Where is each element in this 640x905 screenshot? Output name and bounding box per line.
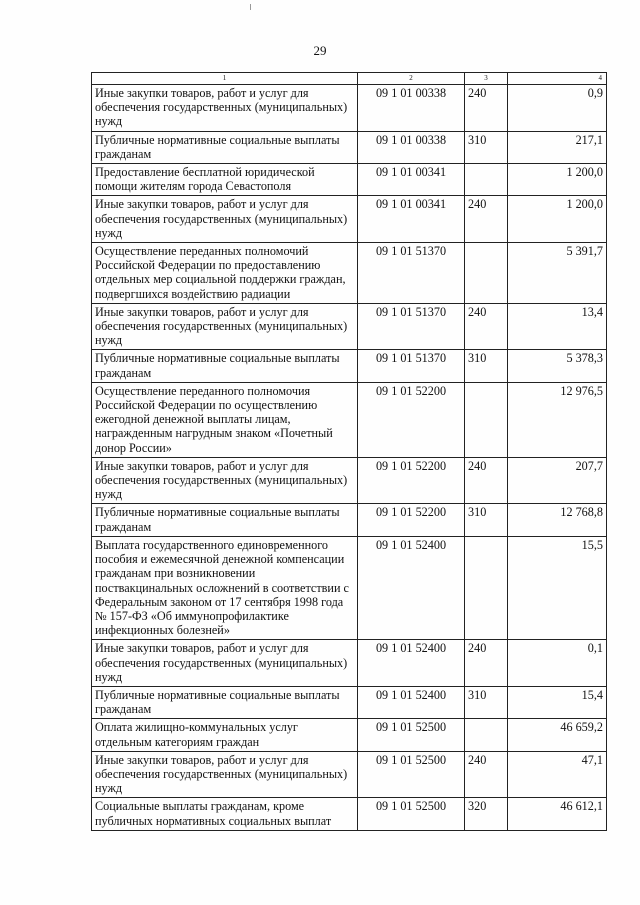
row-amount-cell: 217,1 [508, 131, 607, 163]
row-type-cell: 320 [465, 798, 508, 830]
row-type-cell [465, 243, 508, 304]
column-header-2: 2 [358, 73, 465, 85]
row-name-cell: Иные закупки товаров, работ и услуг для обеспечения государственных (муниципальных) нужд [92, 303, 358, 350]
row-code-cell: 09 1 01 51370 [358, 350, 465, 382]
table-row [92, 382, 607, 457]
row-type-cell: 240 [465, 751, 508, 798]
table-row [92, 686, 607, 718]
row-code-cell: 09 1 01 52500 [358, 719, 465, 751]
row-name-cell: Предоставление бесплатной юридической помощи жителям города Севастополя [92, 164, 358, 196]
row-name-cell: Оплата жилищно-коммунальных услуг отдельным категориям граждан [92, 719, 358, 751]
table-row [92, 457, 607, 504]
row-name-cell: Публичные нормативные социальные выплаты гражданам [92, 686, 358, 718]
header-row [92, 73, 607, 85]
row-code-cell: 09 1 01 51370 [358, 303, 465, 350]
row-type-cell [465, 382, 508, 457]
row-amount-cell: 0,9 [508, 85, 607, 132]
table-row [92, 640, 607, 687]
table-row [92, 350, 607, 382]
row-code-cell: 09 1 01 52500 [358, 751, 465, 798]
column-header-4: 4 [508, 73, 607, 85]
row-amount-cell: 15,4 [508, 686, 607, 718]
row-name-cell: Публичные нормативные социальные выплаты гражданам [92, 131, 358, 163]
table-header [92, 73, 607, 85]
page-number: 29 [313, 43, 327, 58]
table-row [92, 798, 607, 830]
scan-artifact-mark [250, 4, 251, 10]
row-amount-cell: 5 378,3 [508, 350, 607, 382]
row-name-cell: Публичные нормативные социальные выплаты гражданам [92, 504, 358, 536]
row-type-cell: 310 [465, 686, 508, 718]
row-type-cell [465, 164, 508, 196]
table-body [92, 85, 607, 831]
table-row [92, 751, 607, 798]
row-amount-cell: 13,4 [508, 303, 607, 350]
row-name-cell: Осуществление переданного полномочия Российской Федерации по осуществлению ежегодной денежной выплаты лицам, награжденным нагрудным знаком «Почетный донор России» [92, 382, 358, 457]
table-row [92, 196, 607, 243]
table-row [92, 504, 607, 536]
row-code-cell: 09 1 01 51370 [358, 243, 465, 304]
row-name-cell: Социальные выплаты гражданам, кроме публичных нормативных социальных выплат [92, 798, 358, 830]
row-code-cell: 09 1 01 52200 [358, 382, 465, 457]
row-code-cell: 09 1 01 00341 [358, 196, 465, 243]
row-code-cell: 09 1 01 52500 [358, 798, 465, 830]
table-row [92, 243, 607, 304]
row-code-cell: 09 1 01 00338 [358, 85, 465, 132]
row-code-cell: 09 1 01 52200 [358, 504, 465, 536]
row-name-cell: Осуществление переданных полномочий Российской Федерации по предоставлению отдельных мер социальной поддержки граждан, подвергшихся воздействию радиации [92, 243, 358, 304]
row-amount-cell: 15,5 [508, 536, 607, 639]
row-name-cell: Иные закупки товаров, работ и услуг для обеспечения государственных (муниципальных) нужд [92, 751, 358, 798]
row-type-cell: 310 [465, 131, 508, 163]
row-type-cell [465, 719, 508, 751]
table-row [92, 131, 607, 163]
row-code-cell: 09 1 01 52400 [358, 640, 465, 687]
column-header-1: 1 [92, 73, 358, 85]
row-amount-cell: 0,1 [508, 640, 607, 687]
row-name-cell: Иные закупки товаров, работ и услуг для обеспечения государственных (муниципальных) нужд [92, 85, 358, 132]
row-code-cell: 09 1 01 52200 [358, 457, 465, 504]
row-code-cell: 09 1 01 00341 [358, 164, 465, 196]
row-name-cell: Публичные нормативные социальные выплаты гражданам [92, 350, 358, 382]
row-amount-cell: 1 200,0 [508, 196, 607, 243]
table-row [92, 164, 607, 196]
row-amount-cell: 46 612,1 [508, 798, 607, 830]
row-code-cell: 09 1 01 52400 [358, 536, 465, 639]
row-type-cell: 240 [465, 640, 508, 687]
row-amount-cell: 46 659,2 [508, 719, 607, 751]
row-type-cell [465, 536, 508, 639]
table-row [92, 303, 607, 350]
row-code-cell: 09 1 01 52400 [358, 686, 465, 718]
row-code-cell: 09 1 01 00338 [358, 131, 465, 163]
column-header-3: 3 [465, 73, 508, 85]
row-amount-cell: 5 391,7 [508, 243, 607, 304]
row-type-cell: 240 [465, 303, 508, 350]
row-type-cell: 310 [465, 350, 508, 382]
row-amount-cell: 47,1 [508, 751, 607, 798]
table-row [92, 85, 607, 132]
table-row [92, 536, 607, 639]
row-name-cell: Выплата государственного единовременного пособия и ежемесячной денежной компенсации гражданам при возникновении поствакцинальных осложнений в соответствии с Федеральным законом от 17 сентября 1998 года № 157-ФЗ «Об иммунопрофилактике инфекционных болезней» [92, 536, 358, 639]
row-amount-cell: 12 768,8 [508, 504, 607, 536]
row-type-cell: 240 [465, 85, 508, 132]
row-amount-cell: 207,7 [508, 457, 607, 504]
row-name-cell: Иные закупки товаров, работ и услуг для обеспечения государственных (муниципальных) нужд [92, 196, 358, 243]
row-type-cell: 240 [465, 196, 508, 243]
row-type-cell: 240 [465, 457, 508, 504]
row-type-cell: 310 [465, 504, 508, 536]
row-name-cell: Иные закупки товаров, работ и услуг для обеспечения государственных (муниципальных) нужд [92, 640, 358, 687]
row-amount-cell: 1 200,0 [508, 164, 607, 196]
table-row [92, 719, 607, 751]
budget-table [91, 72, 607, 831]
row-name-cell: Иные закупки товаров, работ и услуг для обеспечения государственных (муниципальных) нужд [92, 457, 358, 504]
row-amount-cell: 12 976,5 [508, 382, 607, 457]
